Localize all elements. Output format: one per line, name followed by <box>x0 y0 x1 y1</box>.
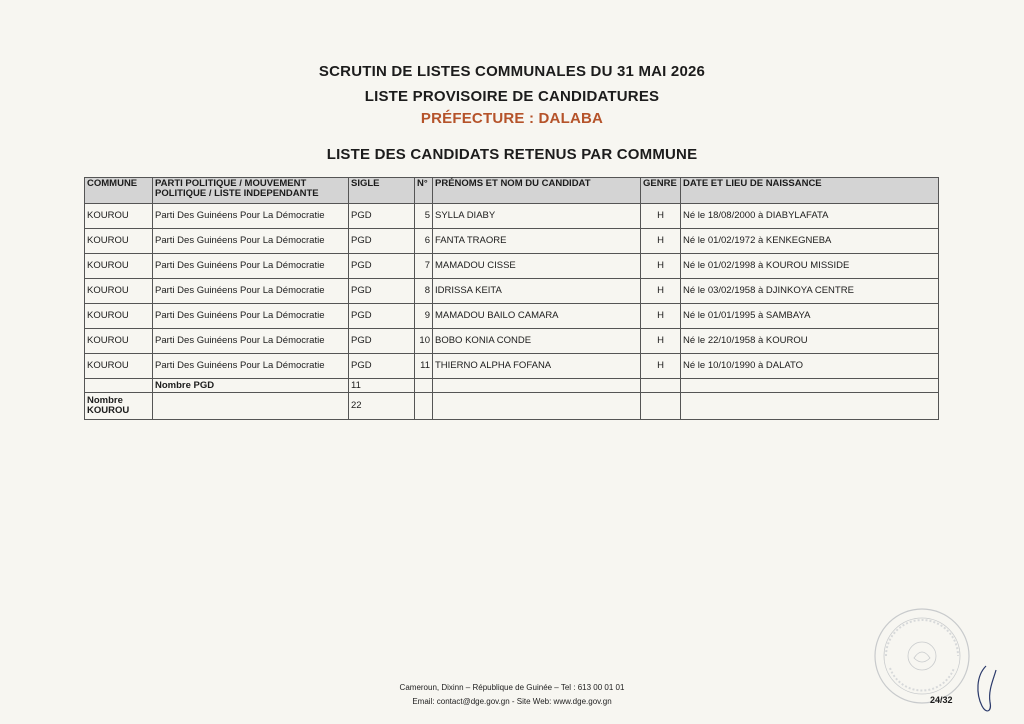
cell-num: 5 <box>415 204 433 229</box>
column-header-naissance: DATE ET LIEU DE NAISSANCE <box>681 178 939 204</box>
cell-num: 9 <box>415 304 433 329</box>
cell-commune: KOUROU <box>85 329 153 354</box>
column-header-parti: PARTI POLITIQUE / MOUVEMENT POLITIQUE / LISTE INDEPENDANTE <box>153 178 349 204</box>
cell-sigle: PGD <box>349 229 415 254</box>
column-header-genre: GENRE <box>641 178 681 204</box>
cell-sigle: PGD <box>349 204 415 229</box>
column-header-nom: PRÉNOMS ET NOM DU CANDIDAT <box>433 178 641 204</box>
cell-num: 10 <box>415 329 433 354</box>
cell-sigle: PGD <box>349 279 415 304</box>
cell-parti: Parti Des Guinéens Pour La Démocratie <box>153 254 349 279</box>
total-commune-row <box>85 393 939 420</box>
cell-naissance: Né le 10/10/1990 à DALATO <box>681 354 939 379</box>
cell-naissance: Né le 01/02/1998 à KOUROU MISSIDE <box>681 254 939 279</box>
cell-sigle: PGD <box>349 354 415 379</box>
cell-commune: KOUROU <box>85 354 153 379</box>
cell-naissance: Né le 22/10/1958 à KOUROU <box>681 329 939 354</box>
cell-parti: Parti Des Guinéens Pour La Démocratie <box>153 304 349 329</box>
document-title: SCRUTIN DE LISTES COMMUNALES DU 31 MAI 2026 <box>318 63 706 80</box>
cell-genre: H <box>641 204 681 229</box>
table-row <box>85 204 939 229</box>
table-row <box>85 329 939 354</box>
candidates-table <box>84 177 939 420</box>
cell-commune: KOUROU <box>85 204 153 229</box>
cell-commune: KOUROU <box>85 254 153 279</box>
cell-parti: Parti Des Guinéens Pour La Démocratie <box>153 329 349 354</box>
total-party-row <box>85 379 939 393</box>
cell-nom: BOBO KONIA CONDE <box>433 329 641 354</box>
cell-naissance: Né le 18/08/2000 à DIABYLAFATA <box>681 204 939 229</box>
cell-genre: H <box>641 229 681 254</box>
cell-parti: Parti Des Guinéens Pour La Démocratie <box>153 279 349 304</box>
cell-naissance: Né le 01/01/1995 à SAMBAYA <box>681 304 939 329</box>
cell-nom: IDRISSA KEITA <box>433 279 641 304</box>
cell-naissance: Né le 01/02/1972 à KENKEGNEBA <box>681 229 939 254</box>
cell-genre: H <box>641 254 681 279</box>
table-row <box>85 304 939 329</box>
list-heading: LISTE DES CANDIDATS RETENUS PAR COMMUNE <box>326 146 698 163</box>
page-number: 24/32 <box>930 695 953 705</box>
cell-num: 8 <box>415 279 433 304</box>
cell-num: 11 <box>415 354 433 379</box>
cell-parti: Parti Des Guinéens Pour La Démocratie <box>153 229 349 254</box>
cell-parti: Parti Des Guinéens Pour La Démocratie <box>153 354 349 379</box>
document-subtitle: LISTE PROVISOIRE DE CANDIDATURES <box>364 88 660 105</box>
cell-commune: KOUROU <box>85 229 153 254</box>
table-row <box>85 279 939 304</box>
prefecture-label: PRÉFECTURE : DALABA <box>420 110 604 127</box>
column-header-sigle: SIGLE <box>349 178 415 204</box>
cell-genre: H <box>641 304 681 329</box>
cell-sigle: PGD <box>349 329 415 354</box>
table-row <box>85 254 939 279</box>
cell-num: 6 <box>415 229 433 254</box>
cell-naissance: Né le 03/02/1958 à DJINKOYA CENTRE <box>681 279 939 304</box>
total-party-value: 11 <box>349 379 415 393</box>
column-header-commune: COMMUNE <box>85 178 153 204</box>
cell-genre: H <box>641 354 681 379</box>
cell-nom: FANTA TRAORE <box>433 229 641 254</box>
cell-nom: SYLLA DIABY <box>433 204 641 229</box>
cell-commune: KOUROU <box>85 279 153 304</box>
cell-sigle: PGD <box>349 254 415 279</box>
cell-num: 7 <box>415 254 433 279</box>
cell-genre: H <box>641 279 681 304</box>
cell-parti: Parti Des Guinéens Pour La Démocratie <box>153 204 349 229</box>
cell-genre: H <box>641 329 681 354</box>
total-commune-value: 22 <box>349 393 415 420</box>
table-row <box>85 229 939 254</box>
cell-nom: MAMADOU CISSE <box>433 254 641 279</box>
total-commune-label: Nombre KOUROU <box>85 393 153 420</box>
table-header-row <box>85 178 939 204</box>
cell-commune: KOUROU <box>85 304 153 329</box>
total-party-label: Nombre PGD <box>153 379 349 393</box>
column-header-num: N° <box>415 178 433 204</box>
cell-nom: MAMADOU BAILO CAMARA <box>433 304 641 329</box>
footer-contact: Email: contact@dge.gov.gn - Site Web: www.dge.gov.gn <box>412 697 612 706</box>
cell-nom: THIERNO ALPHA FOFANA <box>433 354 641 379</box>
cell-sigle: PGD <box>349 304 415 329</box>
table-row <box>85 354 939 379</box>
footer-address: Cameroun, Dixinn – République de Guinée – Tel : 613 00 01 01 <box>399 683 625 692</box>
